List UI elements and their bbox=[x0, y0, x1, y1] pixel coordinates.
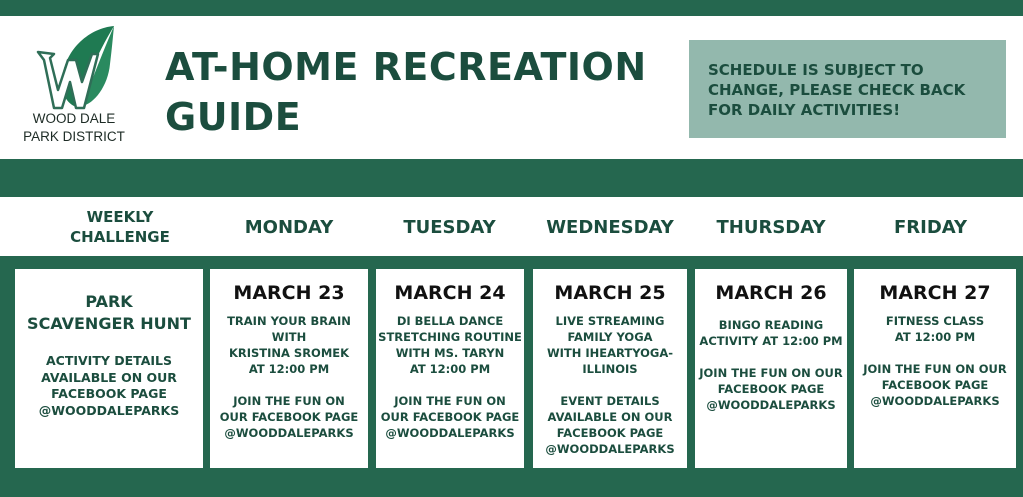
column-header-tuesday: TUESDAY bbox=[403, 216, 496, 238]
activity-line: STRETCHING ROUTINE bbox=[378, 330, 522, 344]
column-header-friday: FRIDAY bbox=[893, 216, 968, 238]
join-line: @WOODDALEPARKS bbox=[224, 426, 354, 440]
friday-activity bbox=[854, 313, 1016, 409]
weekly-title-line: SCAVENGER HUNT bbox=[27, 314, 191, 333]
activity-line: WITH MS. TARYN bbox=[395, 346, 505, 360]
wednesday-activity bbox=[533, 313, 687, 457]
wednesday-date: MARCH 25 bbox=[554, 282, 666, 304]
activity-line: FITNESS CLASS bbox=[885, 314, 985, 328]
details-line: AVAILABLE ON OUR bbox=[547, 410, 673, 424]
join-line: @WOODDALEPARKS bbox=[385, 426, 515, 440]
schedule-notice bbox=[689, 40, 1006, 138]
activity-line: LIVE STREAMING bbox=[555, 314, 665, 328]
activity-line: WITH IHEARTYOGA- bbox=[546, 346, 674, 360]
monday-activity bbox=[210, 313, 368, 441]
title-line1: AT-HOME RECREATION bbox=[165, 45, 647, 89]
friday-date: MARCH 27 bbox=[879, 282, 991, 304]
join-line: OUR FACEBOOK PAGE bbox=[219, 410, 359, 424]
notice-line: SCHEDULE IS SUBJECT TO bbox=[708, 61, 924, 79]
activity-line: BINGO READING bbox=[718, 318, 824, 332]
thursday-activity bbox=[695, 317, 847, 413]
join-line: OUR FACEBOOK PAGE bbox=[380, 410, 520, 424]
top-band bbox=[0, 0, 1023, 16]
weekly-challenge-details bbox=[15, 353, 203, 419]
detail-line: FACEBOOK PAGE bbox=[51, 386, 167, 401]
join-line: FACEBOOK PAGE bbox=[717, 382, 825, 396]
wednesday-card bbox=[533, 269, 687, 468]
activity-line: ACTIVITY AT 12:00 PM bbox=[699, 334, 843, 348]
weekly-header-line1: WEEKLY bbox=[86, 208, 154, 226]
activity-line: AT 12:00 PM bbox=[894, 330, 976, 344]
join-line: JOIN THE FUN ON bbox=[394, 394, 506, 408]
notice-line: CHANGE, PLEASE CHECK BACK bbox=[708, 81, 966, 99]
detail-line: ACTIVITY DETAILS bbox=[45, 353, 173, 368]
activity-line: WITH bbox=[271, 330, 307, 344]
notice-line: FOR DAILY ACTIVITIES! bbox=[708, 101, 901, 119]
thursday-date: MARCH 26 bbox=[715, 282, 827, 304]
tuesday-card bbox=[376, 269, 524, 468]
logo-text bbox=[14, 110, 134, 146]
join-line: JOIN THE FUN ON OUR bbox=[699, 366, 843, 380]
weekly-challenge-card bbox=[15, 269, 203, 468]
join-line: JOIN THE FUN ON OUR bbox=[863, 362, 1007, 376]
weekly-header-line2: CHALLENGE bbox=[70, 228, 170, 246]
column-header-thursday: THURSDAY bbox=[716, 216, 826, 238]
activity-line: FAMILY YOGA bbox=[567, 330, 653, 344]
leaf-w-logo-icon bbox=[36, 24, 114, 110]
weekly-challenge-title bbox=[15, 291, 203, 335]
join-line: JOIN THE FUN ON bbox=[233, 394, 345, 408]
column-header-weekly-challenge bbox=[14, 198, 226, 256]
detail-line: @WOODDALEPARKS bbox=[38, 402, 180, 418]
weekly-title-line: PARK bbox=[85, 292, 133, 311]
activity-line: DI BELLA DANCE bbox=[396, 314, 504, 328]
middle-band bbox=[0, 159, 1023, 197]
tuesday-date: MARCH 24 bbox=[394, 282, 506, 304]
tuesday-activity bbox=[376, 313, 524, 441]
join-line: @WOODDALEPARKS bbox=[870, 394, 1000, 408]
details-line: @WOODDALEPARKS bbox=[545, 442, 675, 456]
activity-line: AT 12:00 PM bbox=[409, 362, 491, 376]
page-title bbox=[165, 42, 647, 142]
column-header-wednesday: WEDNESDAY bbox=[546, 216, 674, 238]
activity-line: KRISTINA SROMEK bbox=[228, 346, 350, 360]
activity-line: ILLINOIS bbox=[582, 362, 638, 376]
logo-name-line2: PARK DISTRICT bbox=[23, 129, 125, 144]
park-district-logo bbox=[14, 24, 134, 152]
join-line: @WOODDALEPARKS bbox=[706, 398, 836, 412]
monday-card bbox=[210, 269, 368, 468]
friday-card bbox=[854, 269, 1016, 468]
logo-name-line1: WOOD DALE bbox=[32, 111, 116, 126]
join-line: FACEBOOK PAGE bbox=[881, 378, 989, 392]
detail-line: AVAILABLE ON OUR bbox=[41, 369, 177, 385]
activity-line: AT 12:00 PM bbox=[248, 362, 330, 376]
details-line: EVENT DETAILS bbox=[560, 394, 660, 408]
column-header-monday: MONDAY bbox=[244, 216, 334, 238]
title-line2: GUIDE bbox=[165, 95, 302, 139]
monday-date: MARCH 23 bbox=[233, 282, 345, 304]
activity-line: TRAIN YOUR BRAIN bbox=[227, 314, 351, 328]
thursday-card bbox=[695, 269, 847, 468]
details-line: FACEBOOK PAGE bbox=[556, 426, 664, 440]
